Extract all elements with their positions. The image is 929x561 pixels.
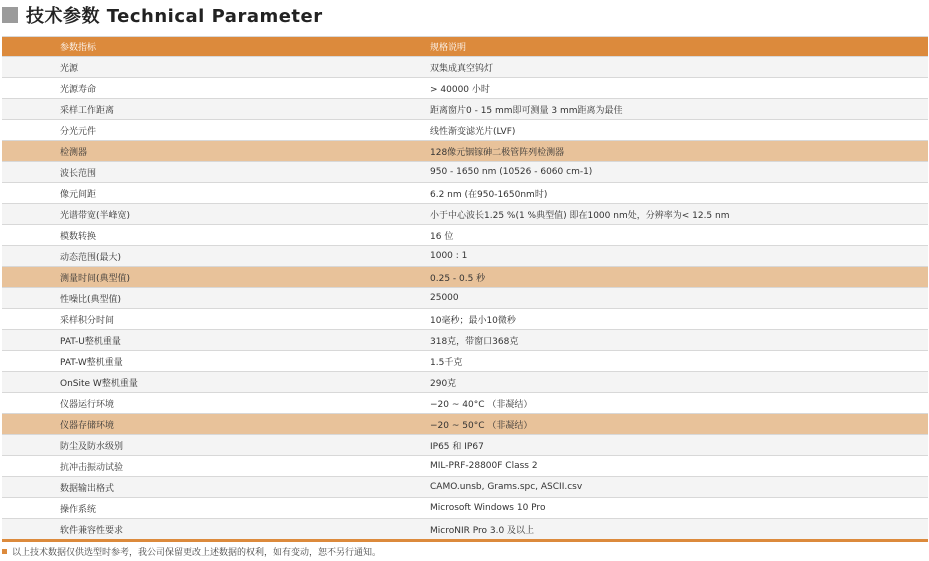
parameter-value: CAMO.unsb, Grams.spc, ASCII.csv (430, 482, 583, 492)
parameter-name: 数据输出格式 (60, 483, 115, 494)
parameter-value: 950 - 1650 nm (10526 - 6060 cm-1) (430, 167, 593, 177)
table-row (2, 309, 928, 330)
parameter-table (2, 36, 928, 540)
parameter-value: MicroNIR Pro 3.0 及以上 (430, 525, 535, 536)
table-row (2, 477, 928, 498)
header-col-spec: 规格说明 (430, 43, 467, 53)
parameter-value: Microsoft Windows 10 Pro (430, 503, 546, 513)
table-body (2, 57, 928, 540)
parameter-value: 双集成真空钨灯 (430, 63, 494, 74)
table-row (2, 204, 928, 225)
table-row (2, 414, 928, 435)
parameter-name: 检测器 (60, 147, 88, 158)
table-row (2, 267, 928, 288)
parameter-name: 采样积分时间 (60, 315, 115, 326)
table-row (2, 246, 928, 267)
footnote (2, 545, 381, 558)
parameter-value: 距离窗片0 - 15 mm即可测量 3 mm距离为最佳 (430, 105, 623, 116)
table-row (2, 288, 928, 309)
header-col-parameter: 参数指标 (60, 43, 97, 53)
table-row (2, 120, 928, 141)
parameter-value: 线性渐变滤光片(LVF) (430, 126, 516, 137)
parameter-name: 光源 (60, 63, 79, 74)
parameter-name: 抗冲击振动试验 (60, 462, 124, 473)
parameter-value: MIL-PRF-28800F Class 2 (430, 461, 538, 471)
parameter-name: 防尘及防水级别 (60, 441, 124, 452)
table-row (2, 372, 928, 393)
table-row (2, 141, 928, 162)
parameter-name: 测量时间(典型值) (60, 273, 131, 284)
parameter-name: PAT-U整机重量 (60, 336, 121, 347)
parameter-name: 分光元件 (60, 126, 97, 137)
table-row (2, 162, 928, 183)
parameter-value: 小于中心波长1.25 %(1 %典型值) 即在1000 nm处，分辨率为< 12.5 nm (430, 210, 730, 221)
parameter-name: PAT-W整机重量 (60, 357, 123, 368)
table-bottom-rule (2, 539, 928, 542)
table-header (2, 37, 928, 57)
parameter-name: 光谱带宽(半峰宽) (60, 210, 131, 221)
section-header (2, 2, 323, 28)
table-row (2, 57, 928, 78)
parameter-value: −20 ~ 50°C （非凝结） (430, 420, 533, 431)
table-row (2, 99, 928, 120)
parameter-value: 1.5千克 (430, 357, 463, 368)
title-square-icon (2, 7, 18, 23)
parameter-name: 像元间距 (60, 189, 97, 200)
parameter-value: 318克，带窗口368克 (430, 336, 519, 347)
footnote-text: 以上技术数据仅供选型时参考，我公司保留更改上述数据的权利，如有变动，恕不另行通知。 (12, 548, 382, 558)
parameter-name: 动态范围(最大) (60, 252, 122, 263)
parameter-value: > 40000 小时 (430, 84, 490, 95)
table-row (2, 498, 928, 519)
parameter-value: 16 位 (430, 231, 454, 242)
parameter-name: 仪器运行环境 (60, 399, 115, 410)
table-row (2, 393, 928, 414)
parameter-name: OnSite W整机重量 (60, 378, 138, 389)
parameter-value: 10毫秒；最小10微秒 (430, 315, 516, 326)
parameter-value: −20 ~ 40°C （非凝结） (430, 399, 533, 410)
table-row (2, 456, 928, 477)
parameter-name: 操作系统 (60, 504, 97, 515)
table-row (2, 435, 928, 456)
page-title: 技术参数 Technical Parameter (26, 6, 323, 27)
parameter-value: 0.25 - 0.5 秒 (430, 273, 486, 284)
parameter-value: 290克 (430, 378, 457, 389)
table-row (2, 519, 928, 540)
parameter-name: 仪器存储环境 (60, 420, 115, 431)
parameter-value: 25000 (430, 293, 459, 303)
parameter-name: 软件兼容性要求 (60, 525, 124, 536)
table-row (2, 183, 928, 204)
table-row (2, 225, 928, 246)
parameter-name: 采样工作距离 (60, 105, 115, 116)
table-row (2, 351, 928, 372)
parameter-name: 模数转换 (60, 231, 97, 242)
parameter-name: 波长范围 (60, 168, 97, 179)
table-row (2, 78, 928, 99)
parameter-value: 6.2 nm (在950-1650nm时) (430, 189, 548, 200)
parameter-value: 128像元铟镓砷二极管阵列检测器 (430, 147, 565, 158)
bullet-icon (2, 549, 7, 554)
table-row (2, 330, 928, 351)
parameter-name: 性噪比(典型值) (60, 294, 122, 305)
parameter-value: 1000 : 1 (430, 251, 468, 261)
parameter-value: IP65 和 IP67 (430, 441, 484, 452)
parameter-name: 光源寿命 (60, 84, 97, 95)
